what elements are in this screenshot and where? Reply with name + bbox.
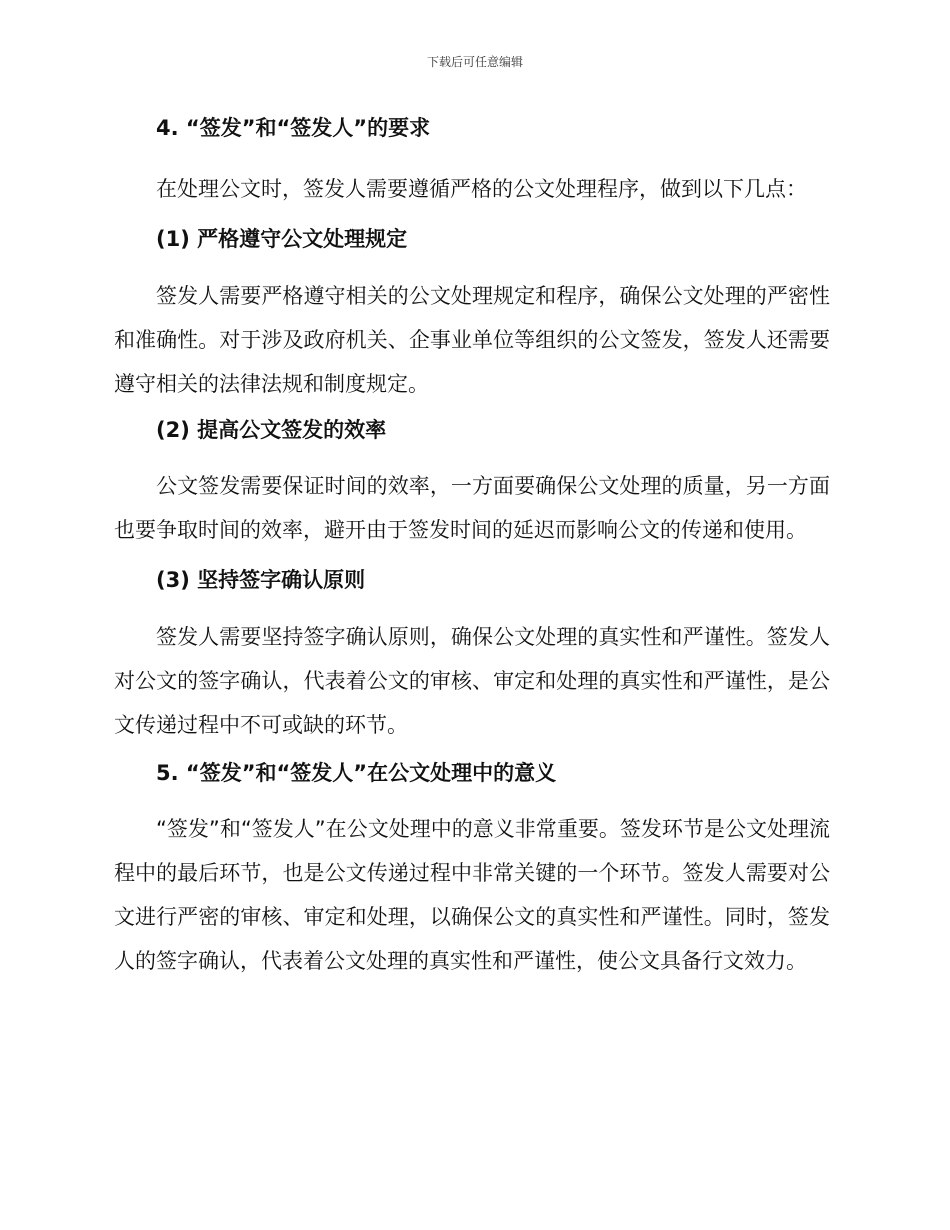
section-5-heading: 5. “签发”和“签发人”在公文处理中的意义 (156, 761, 557, 785)
subsection-1-heading: (1) 严格遵守公文处理规定 (156, 227, 408, 251)
document-body (114, 112, 830, 983)
page-header: 下载后可任意编辑 (426, 55, 523, 69)
subsection-3-heading: (3) 坚持签字确认原则 (156, 568, 366, 592)
subsection-2-heading: (2) 提高公文签发的效率 (156, 418, 387, 442)
subsection-3-paragraph: 签发人需要坚持签字确认原则，确保公文处理的真实性和严谨性。签发人对公文的签字确认，代表着公文的审核、审定和处理的真实性和严谨性，是公文传递过程中不可或缺的环节。 (114, 625, 830, 737)
section-4-intro-paragraph: 在处理公文时，签发人需要遵循严格的公文处理程序，做到以下几点： (156, 177, 807, 201)
section-4-heading: 4. “签发”和“签发人”的要求 (156, 116, 431, 140)
subsection-2-paragraph: 公文签发需要保证时间的效率，一方面要确保公文处理的质量，另一方面也要争取时间的效率，避开由于签发时间的延迟而影响公文的传递和使用。 (114, 474, 830, 542)
section-5-paragraph: “签发”和“签发人”在公文处理中的意义非常重要。签发环节是公文处理流程中的最后环节，也是公文传递过程中非常关键的一个环节。签发人需要对公文进行严密的审核、审定和处理，以确保公文的真实性和严谨性。同时，签发人的签字确认，代表着公文处理的真实性和严谨性，使公文具备行文效力。 (114, 817, 830, 973)
subsection-1-paragraph: 签发人需要严格遵守相关的公文处理规定和程序，确保公文处理的严密性和准确性。对于涉及政府机关、企事业单位等组织的公文签发，签发人还需要遵守相关的法律法规和制度规定。 (114, 284, 830, 396)
